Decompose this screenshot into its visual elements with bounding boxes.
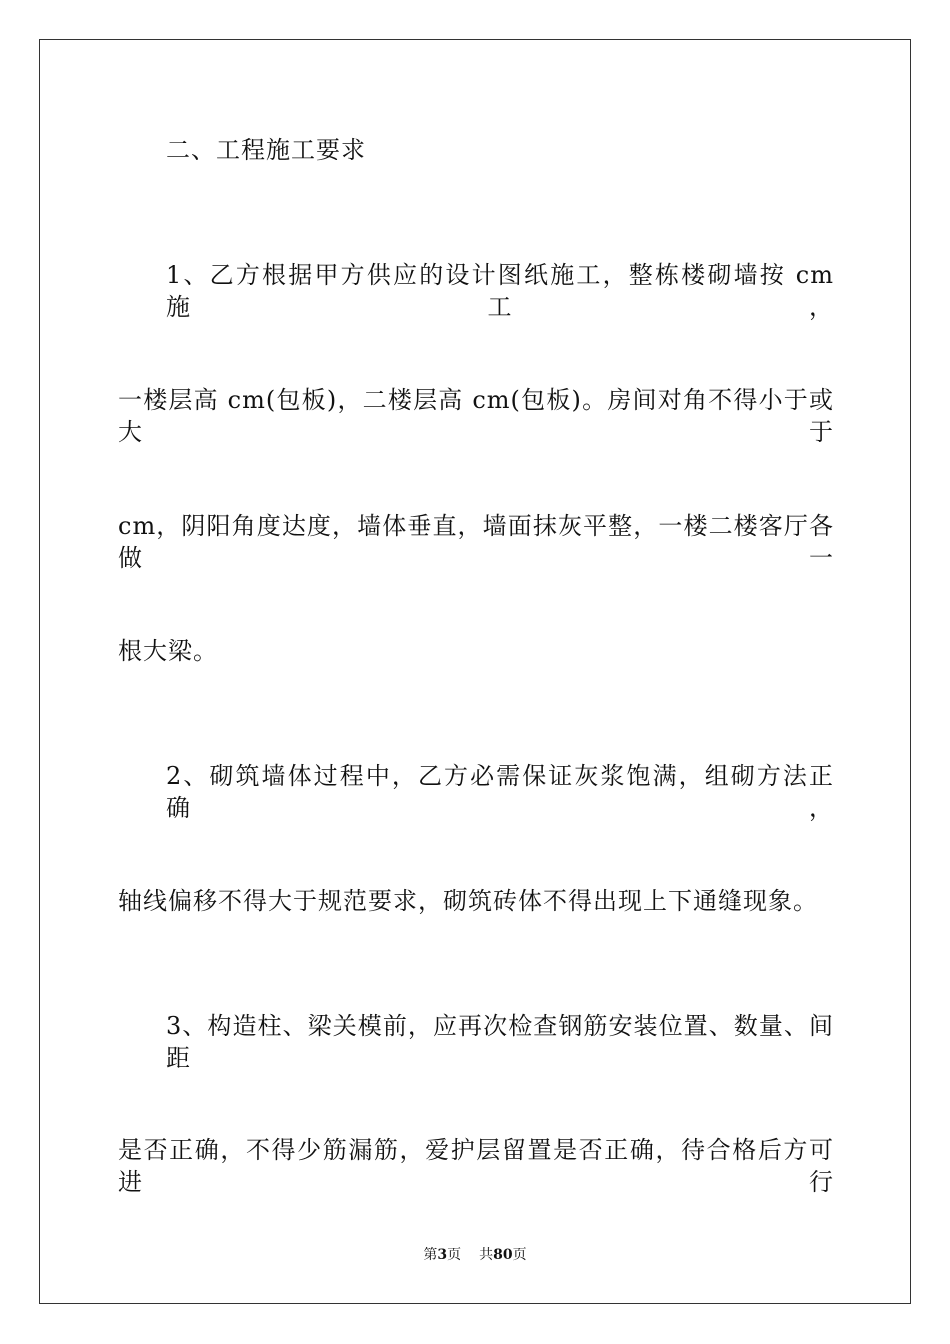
paragraph-line: 是否正确，不得少筋漏筋，爱护层留置是否正确，待合格后方可进行 (118, 1136, 834, 1196)
footer-page-suffix: 页 (447, 1247, 462, 1263)
paragraph-line: 1、乙方根据甲方供应的设计图纸施工，整栋楼砌墙按 cm 施工， (166, 261, 834, 321)
page-footer (0, 1245, 950, 1265)
footer-page-number: 3 (437, 1247, 448, 1263)
paragraph-line: cm，阴阳角度达度，墙体垂直，墙面抹灰平整，一楼二楼客厅各做一 (118, 512, 834, 572)
footer-page-prefix: 第 (423, 1247, 438, 1263)
section-heading: 二、工程施工要求 (166, 136, 366, 164)
paragraph-line: 轴线偏移不得大于规范要求，砌筑砖体不得出现上下通缝现象。 (118, 887, 818, 915)
footer-total-pages: 80 (493, 1247, 513, 1263)
page-border (39, 39, 911, 1304)
paragraph-line: 2、砌筑墙体过程中，乙方必需保证灰浆饱满，组砌方法正确， (166, 762, 834, 822)
paragraph-line: 3、构造柱、梁关模前，应再次检查钢筋安装位置、数量、间距 (166, 1012, 834, 1072)
footer-total-prefix: 共 (479, 1247, 494, 1263)
footer-total-suffix: 页 (512, 1247, 527, 1263)
paragraph-line: 一楼层高 cm(包板)，二楼层高 cm(包板)。房间对角不得小于或大于 (118, 386, 834, 446)
paragraph-line: 根大梁。 (118, 637, 218, 665)
